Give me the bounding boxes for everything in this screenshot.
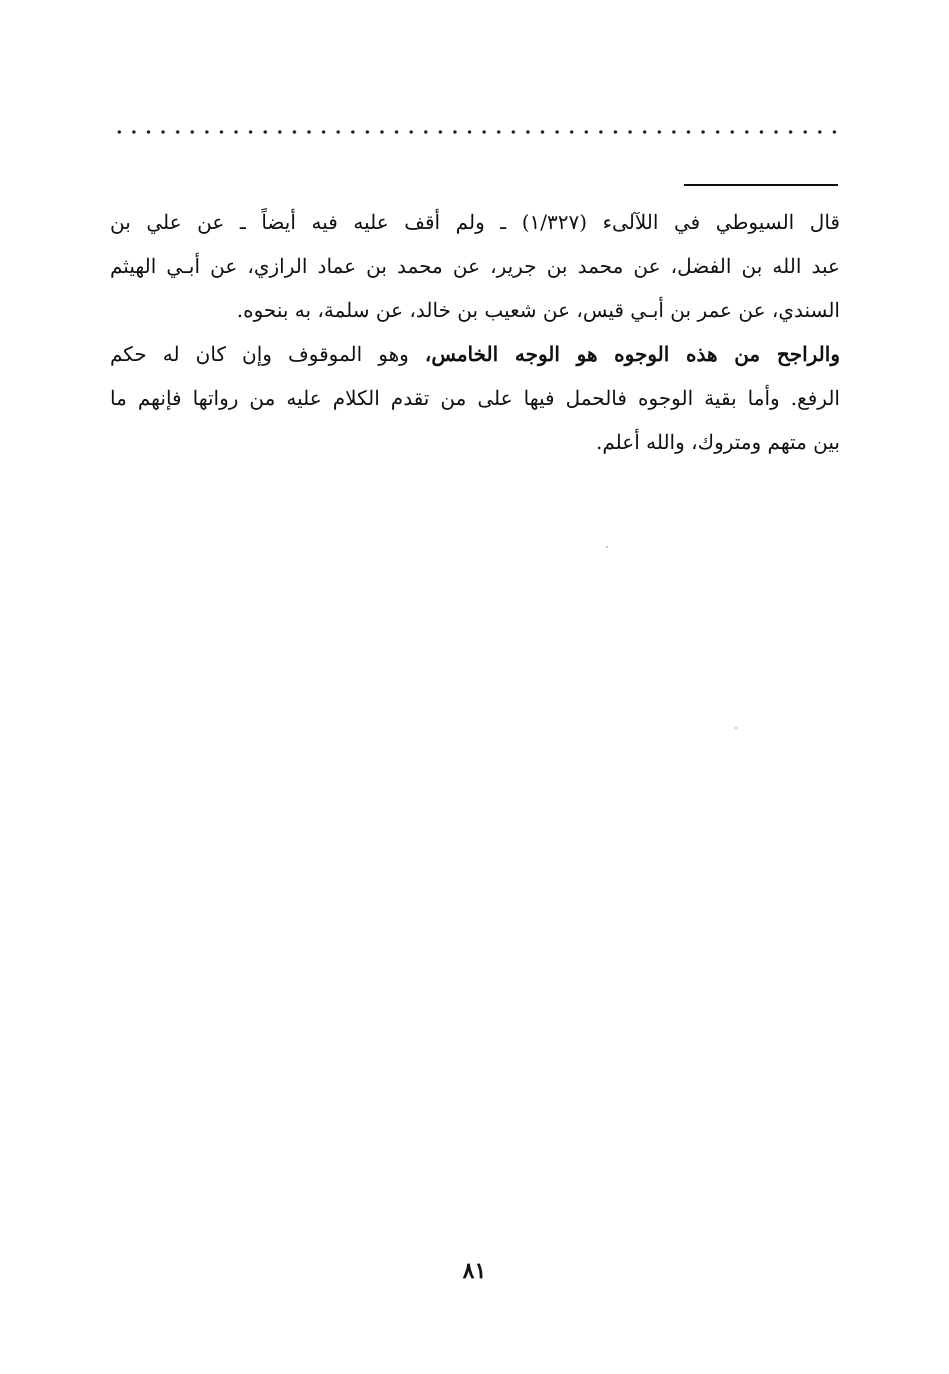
paper-speck: [606, 546, 608, 548]
conclusion-line-1-rest: وهو الموقوف وإن كان له حكم: [110, 342, 425, 366]
conclusion-line-2: الرفع. وأما بقية الوجوه فالحمل فيها على من تقدم الكلام عليه من رواتها فإنهم ما: [110, 386, 840, 410]
conclusion-line-1: [110, 332, 840, 376]
paper-speck: [735, 727, 737, 729]
footnote-line-2: عبد الله بن الفضل، عن محمد بن جرير، عن محمد بن عماد الرازي، عن أبـي الهيثم: [110, 254, 840, 278]
footnote-rule: [684, 184, 838, 186]
conclusion-bold-opening: والراجح من هذه الوجوه هو الوجه الخامس،: [424, 342, 840, 366]
text-block: [110, 200, 840, 464]
conclusion-line-3: بين متهم ومتروك، والله أعلم.: [595, 430, 840, 454]
footnote-line-3: السندي، عن عمر بن أبـي قيس، عن شعيب بن خالد، عن سلمة، به بنحوه.: [236, 298, 840, 322]
footnote-line-1: قال السيوطي في اللآلىء (١/٣٢٧) ـ ولم أقف عليه فيه أيضاً ـ عن علي بن: [110, 210, 840, 234]
dotted-separator: [112, 128, 842, 136]
page-number: ٨١: [462, 1258, 487, 1284]
